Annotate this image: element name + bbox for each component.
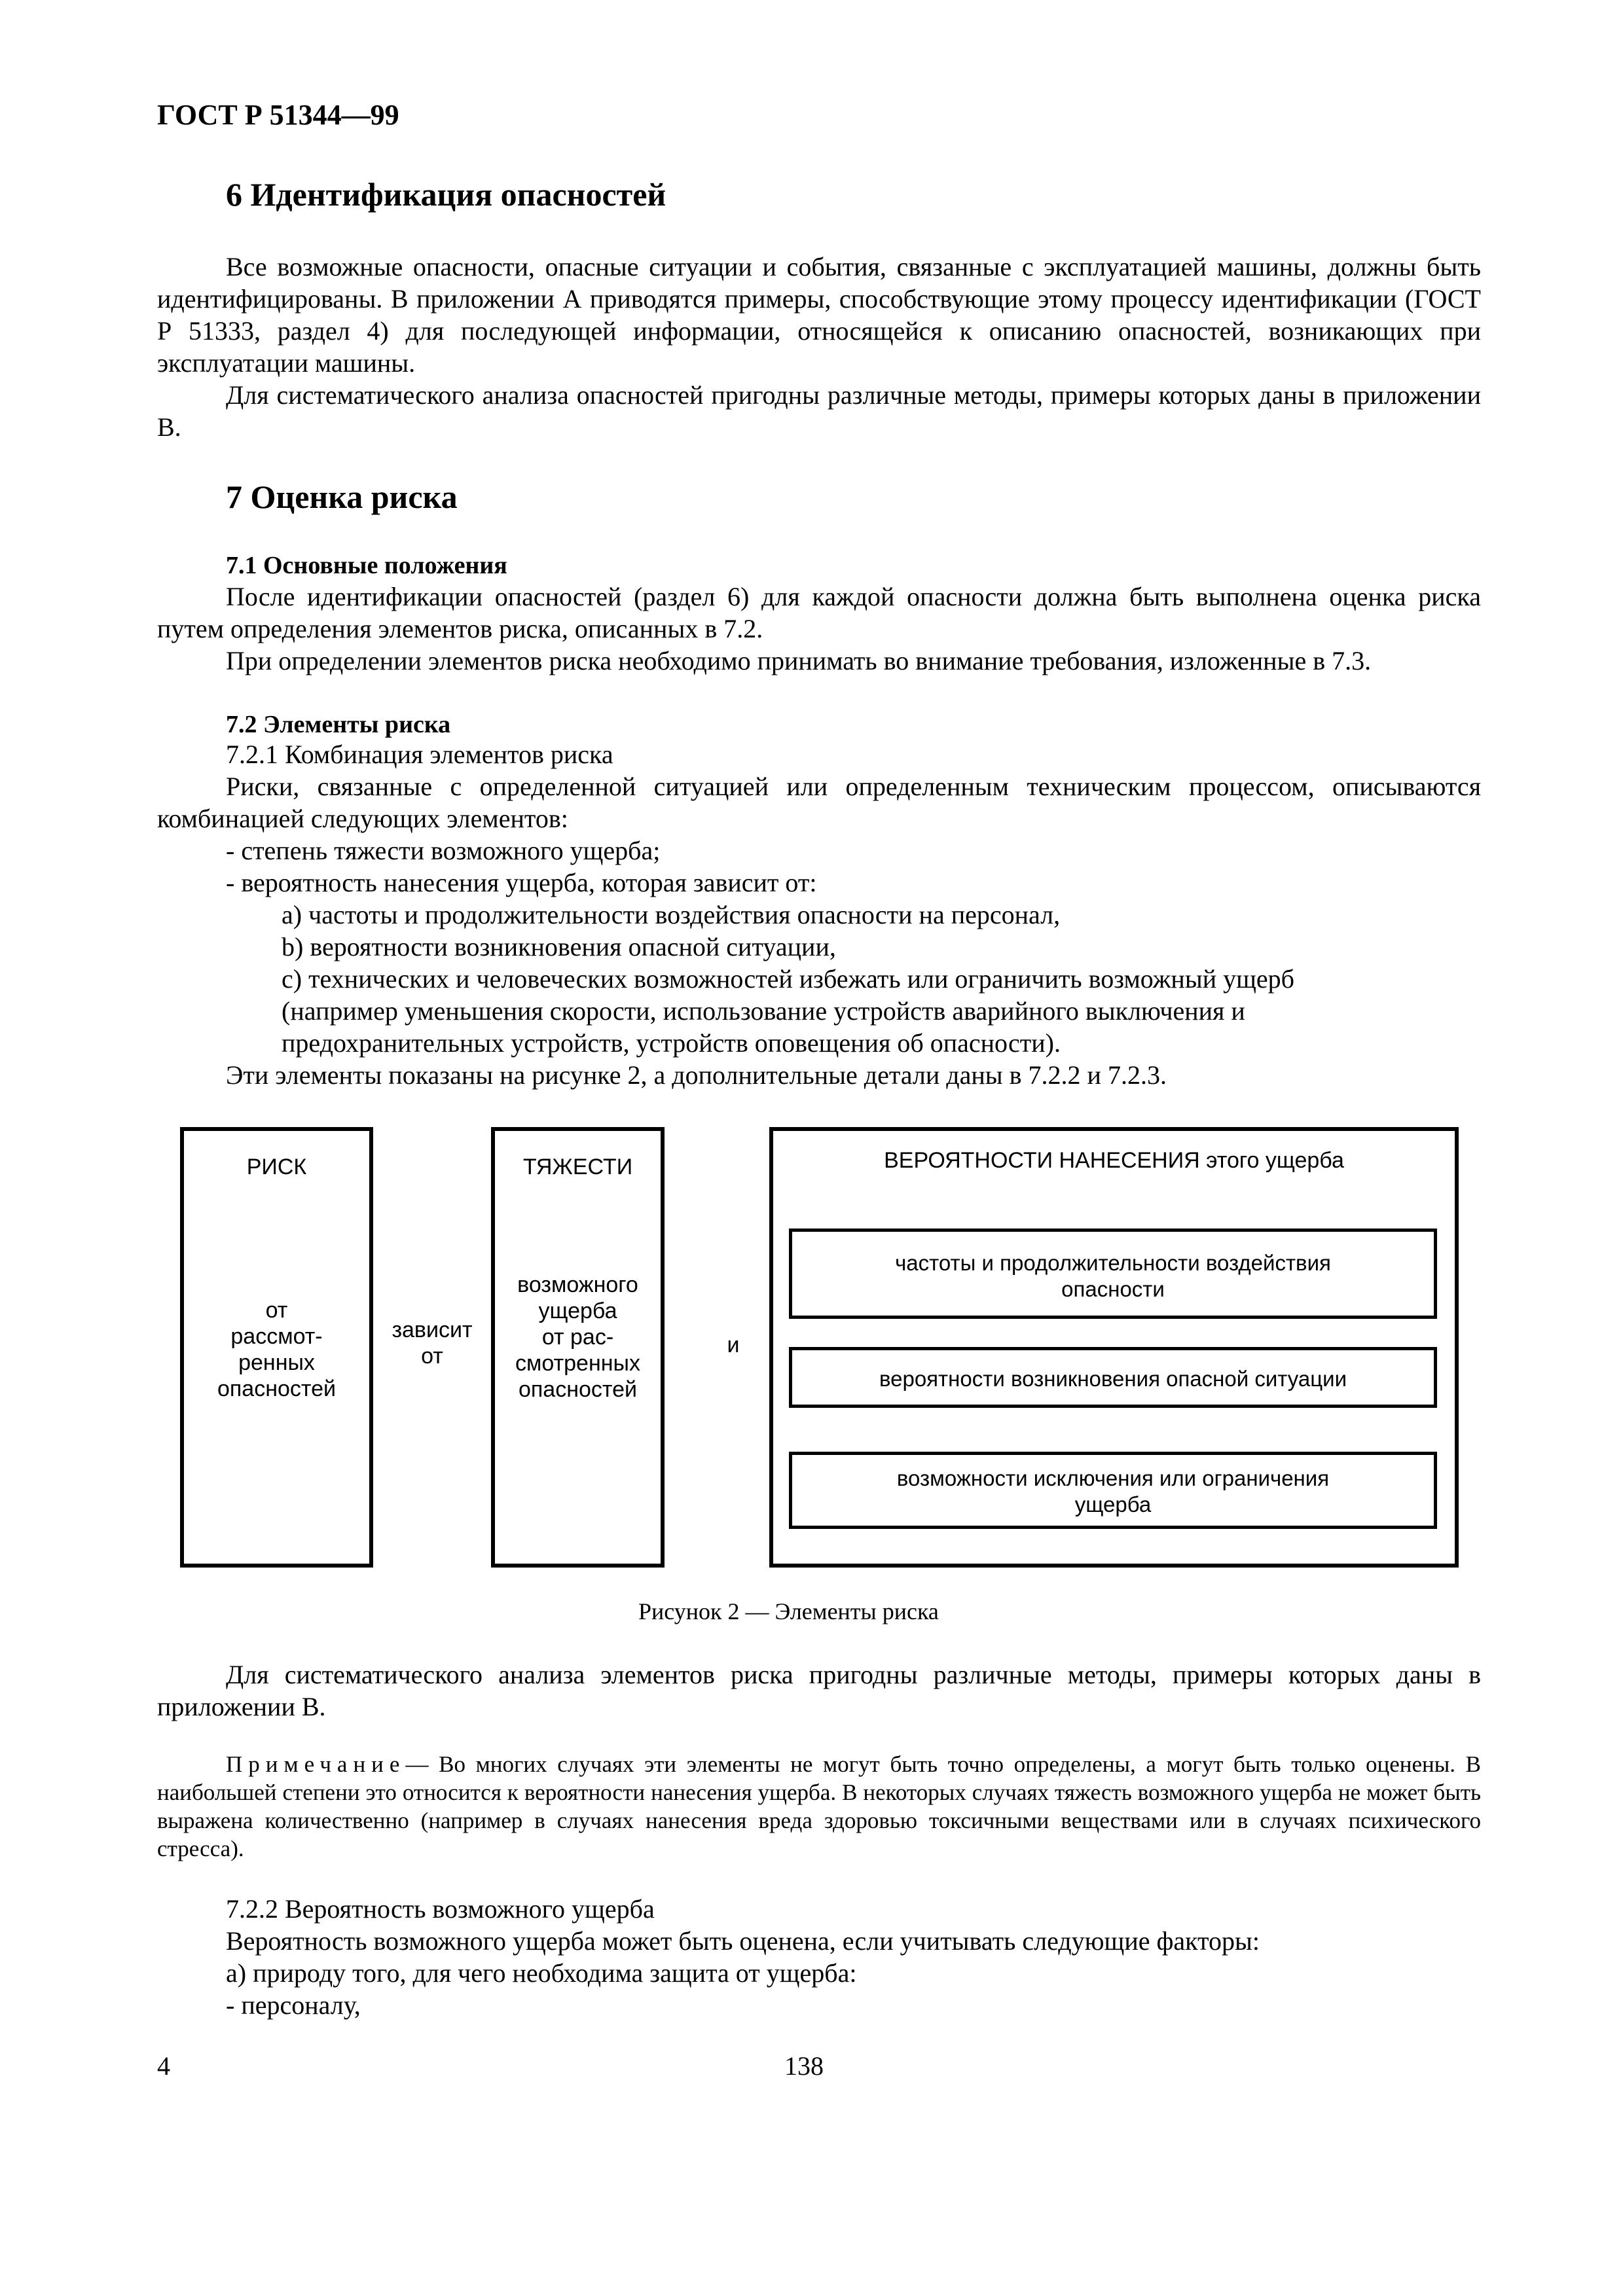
note-label: Примечание <box>226 1751 406 1777</box>
list-item-a: a) частоты и продолжительности воздействия опасности на персонал, <box>282 900 1061 929</box>
note-text: — Во многих случаях эти элементы не могут быть точно определены, а могут быть только оценены. В наибольшей степени это относится к вероятности нанесения ущерба. В некоторых случаях тяжесть возможного ущерба не может быть выражена количественно (например в случаях нанесения вреда здоровью токсичными веществами или в случаях психического стресса). <box>157 1751 1481 1861</box>
risk-box-title: РИСК <box>246 1155 307 1179</box>
severity-text-line: возможного <box>517 1272 638 1297</box>
depends-line: зависит <box>392 1318 473 1342</box>
page-number-left: 4 <box>157 2051 170 2081</box>
risk-box <box>180 1127 373 1568</box>
section-7-2-2-bullet: - персоналу, <box>226 1990 361 2020</box>
document-header: ГОСТ Р 51344—99 <box>157 99 399 131</box>
section-7-2-title: 7.2 Элементы риска <box>226 711 451 738</box>
severity-text-line: ущерба <box>538 1299 617 1323</box>
systematic-analysis-paragraph: Для систематического анализа элементов риска пригодны различные методы, примеры которых даны в приложении В. <box>157 1660 1481 1721</box>
figure-caption: Рисунок 2 — Элементы риска <box>638 1598 939 1624</box>
probability-item-line: возможности исключения или ограничения <box>896 1466 1330 1490</box>
and-label: и <box>727 1333 740 1357</box>
severity-box-title: ТЯЖЕСТИ <box>522 1155 633 1179</box>
probability-item-line: частоты и продолжительности воздействия <box>895 1251 1331 1275</box>
section-7-2-1-paragraph-2: Эти элементы показаны на рисунке 2, а дополнительные детали даны в 7.2.2 и 7.2.3. <box>226 1060 1167 1090</box>
severity-text-line: смотренных <box>515 1351 640 1376</box>
severity-box <box>491 1127 665 1568</box>
bullet-severity: - степень тяжести возможного ущерба; <box>226 836 661 865</box>
severity-text-line: от рас- <box>541 1325 614 1350</box>
section-7-2-2-paragraph: Вероятность возможного ущерба может быть оценена, если учитывать следующие факторы: <box>226 1926 1260 1956</box>
severity-text-line: опасностей <box>518 1377 637 1402</box>
section-6-paragraph-1: Все возможные опасности, опасные ситуации и события, связанные с эксплуатацией машины, должны быть идентифицированы. В приложении А приводятся примеры, способствующие этому процессу идентификации (ГОСТ Р 51333, раздел 4) для последующей информации, относящейся к описанию опасностей, возникающих при эксплуатации машины. <box>157 252 1481 378</box>
note-paragraph <box>157 1750 1481 1863</box>
risk-text-line: от <box>265 1298 288 1323</box>
section-7-2-1-title: 7.2.1 Комбинация элементов риска <box>226 740 613 769</box>
risk-text-line: опасностей <box>217 1376 336 1401</box>
list-item-c-line-2: (например уменьшения скорости, использование устройств аварийного выключения и <box>282 996 1245 1026</box>
section-7-1-paragraph-1: После идентификации опасностей (раздел 6) для каждой опасности должна быть выполнена оценка риска путем определения элементов риска, описанных в 7.2. <box>157 582 1481 643</box>
probability-item-occurrence <box>789 1347 1437 1408</box>
probability-item-line: вероятности возникновения опасной ситуации <box>879 1367 1347 1391</box>
list-item-b: b) вероятности возникновения опасной ситуации, <box>282 932 836 961</box>
severity-box-text <box>495 1272 661 1403</box>
list-item-c-line-1: c) технических и человеческих возможностей избежать или ограничить возможный ущерб <box>282 964 1295 994</box>
probability-item-avoidance <box>789 1452 1437 1529</box>
probability-item-line: ущерба <box>1074 1492 1152 1516</box>
section-6-paragraph-2: Для систематического анализа опасностей пригодны различные методы, примеры которых даны в приложении В. <box>157 380 1481 442</box>
depends-line: от <box>421 1344 443 1369</box>
risk-text-line: рассмот- <box>230 1324 323 1349</box>
bullet-probability: - вероятность нанесения ущерба, которая зависит от: <box>226 868 817 897</box>
probability-item-line: опасности <box>1061 1277 1165 1301</box>
probability-item-frequency <box>789 1229 1437 1319</box>
section-7-2-2-title: 7.2.2 Вероятность возможного ущерба <box>226 1894 655 1924</box>
risk-text-line: ренных <box>238 1350 315 1375</box>
section-7-title: 7 Оценка риска <box>226 478 458 515</box>
page-number-center: 138 <box>784 2051 824 2081</box>
section-7-1-title: 7.1 Основные положения <box>226 552 507 579</box>
list-item-c-line-3: предохранительных устройств, устройств оповещения об опасности). <box>282 1028 1061 1058</box>
section-7-2-1-paragraph-1: Риски, связанные с определенной ситуацией или определенным техническим процессом, описываются комбинацией следующих элементов: <box>157 772 1481 833</box>
depends-on-label <box>373 1317 491 1369</box>
probability-box-title: ВЕРОЯТНОСТИ НАНЕСЕНИЯ этого ущерба <box>884 1148 1344 1173</box>
section-6-title: 6 Идентификация опасностей <box>226 176 666 213</box>
section-7-1-paragraph-2: При определении элементов риска необходимо принимать во внимание требования, изложенные в 7.3. <box>226 646 1372 675</box>
section-7-2-2-item-a: a) природу того, для чего необходима защита от ущерба: <box>226 1958 857 1988</box>
risk-box-text <box>184 1297 369 1402</box>
